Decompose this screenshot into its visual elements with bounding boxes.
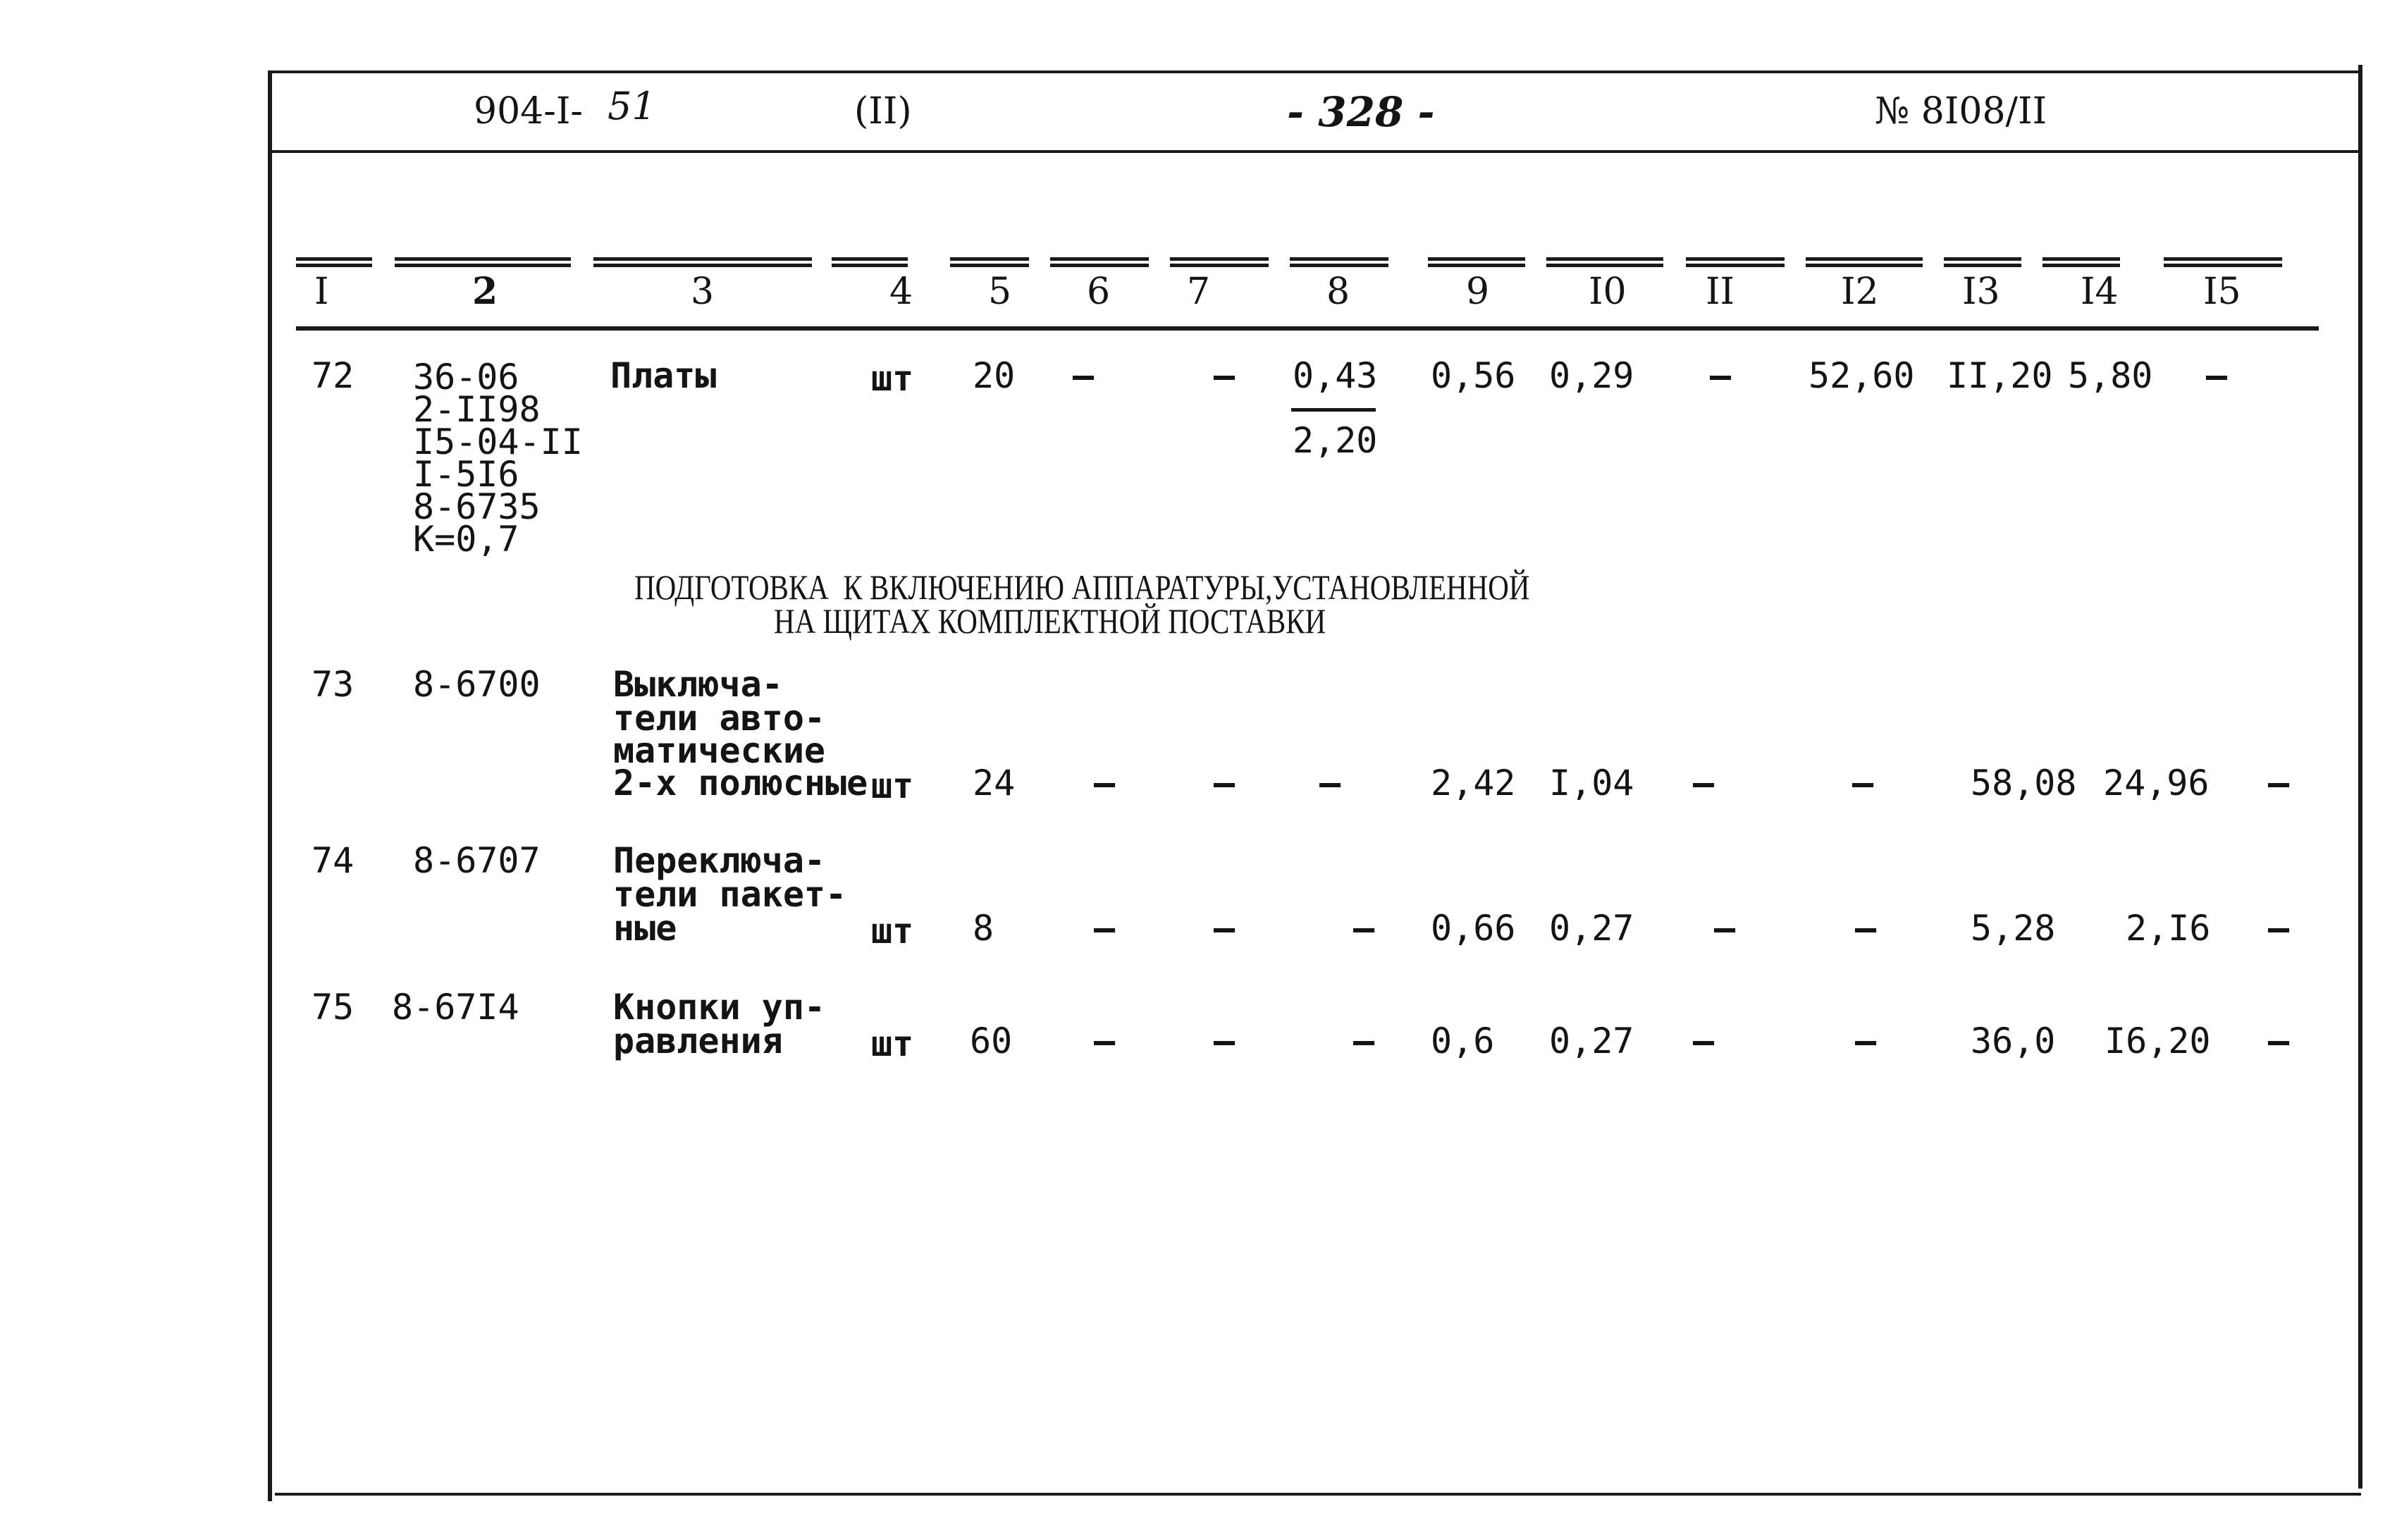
row-unit: шт bbox=[871, 1023, 914, 1064]
section-heading-line: НА ЩИТАХ КОМПЛЕКТНОЙ ПОСТАВКИ bbox=[774, 601, 1326, 641]
row-col13: 36,0 bbox=[1971, 1021, 2056, 1061]
row-col8: – bbox=[1353, 908, 1375, 949]
row-number: 74 bbox=[312, 840, 355, 881]
frame-bottom-border bbox=[275, 1493, 2361, 1496]
row-name: тели авто- bbox=[613, 698, 826, 739]
row-col14: 24,96 bbox=[2103, 763, 2210, 803]
column-number: I2 bbox=[1841, 271, 1879, 313]
row-name: ные bbox=[613, 908, 677, 949]
column-rule bbox=[1290, 257, 1388, 267]
column-number: 4 bbox=[889, 271, 913, 313]
row-col11: – bbox=[1693, 763, 1715, 803]
row-col7: – bbox=[1214, 1021, 1236, 1061]
row-name: Кнопки уп- bbox=[613, 987, 826, 1028]
row-col10: I,04 bbox=[1549, 763, 1634, 803]
row-code: I5-04-II bbox=[413, 421, 583, 462]
column-number: 2 bbox=[472, 270, 498, 313]
row-unit: шт bbox=[871, 358, 914, 399]
row-code: 8-6707 bbox=[413, 840, 541, 881]
part-label: (II) bbox=[854, 90, 912, 133]
row-col8-denominator: 2,20 bbox=[1293, 420, 1378, 461]
row-code: 2-II98 bbox=[413, 389, 541, 430]
row-col8-numerator: 0,43 bbox=[1293, 355, 1378, 396]
row-name: матические bbox=[613, 730, 826, 771]
header-separator bbox=[272, 150, 2358, 153]
row-col15: – bbox=[2268, 1021, 2290, 1061]
column-number: 9 bbox=[1466, 271, 1490, 313]
row-col12: – bbox=[1852, 763, 1874, 803]
row-col11: – bbox=[1714, 908, 1736, 949]
row-col7: – bbox=[1214, 355, 1236, 396]
row-col11: – bbox=[1710, 355, 1732, 396]
column-number: 7 bbox=[1187, 271, 1211, 313]
row-name: равления bbox=[613, 1021, 783, 1061]
row-code: 8-6735 bbox=[413, 486, 541, 527]
row-col8: – bbox=[1353, 1021, 1375, 1061]
row-code: I-5I6 bbox=[413, 454, 519, 495]
row-qty: 8 bbox=[973, 908, 994, 949]
row-col6: – bbox=[1094, 763, 1116, 803]
column-rule bbox=[296, 257, 372, 267]
column-number: I bbox=[314, 271, 329, 313]
row-col10: 0,27 bbox=[1549, 908, 1634, 949]
column-rule bbox=[950, 257, 1029, 267]
row-name: 2-х полюсные bbox=[613, 763, 868, 803]
row-col10: 0,29 bbox=[1549, 355, 1634, 396]
row-col11: – bbox=[1693, 1021, 1715, 1061]
document-number: № 8I08/II bbox=[1875, 90, 2047, 133]
row-number: 75 bbox=[312, 987, 355, 1028]
row-col7: – bbox=[1214, 908, 1236, 949]
row-col14: 2,I6 bbox=[2126, 908, 2211, 949]
column-number: I0 bbox=[1589, 271, 1627, 313]
frame-left-border bbox=[268, 70, 272, 1501]
row-col10: 0,27 bbox=[1549, 1021, 1634, 1061]
row-col6: – bbox=[1094, 908, 1116, 949]
column-rule bbox=[1050, 257, 1149, 267]
column-rule bbox=[2164, 257, 2282, 267]
row-number: 73 bbox=[312, 664, 355, 705]
row-col9: 2,42 bbox=[1431, 763, 1516, 803]
row-col13: II,20 bbox=[1947, 355, 2053, 396]
column-number: I5 bbox=[2203, 271, 2241, 313]
row-col13: 58,08 bbox=[1971, 763, 2077, 803]
row-col15: – bbox=[2268, 908, 2290, 949]
column-rule bbox=[1686, 257, 1785, 267]
column-number: 6 bbox=[1087, 271, 1111, 313]
row-name: тели пакет- bbox=[613, 874, 847, 915]
row-col6: – bbox=[1094, 1021, 1116, 1061]
row-qty: 24 bbox=[973, 763, 1016, 803]
column-rule bbox=[1428, 257, 1525, 267]
column-rule bbox=[593, 257, 812, 267]
row-col14: 5,80 bbox=[2068, 355, 2153, 396]
column-rule bbox=[1170, 257, 1269, 267]
column-rule bbox=[1944, 257, 2021, 267]
row-qty: 60 bbox=[970, 1021, 1013, 1061]
row-col6: – bbox=[1073, 355, 1095, 396]
column-rule bbox=[2042, 257, 2120, 267]
column-number: 3 bbox=[691, 271, 715, 313]
column-rule bbox=[395, 257, 571, 267]
row-col9: 0,56 bbox=[1431, 355, 1516, 396]
row-col8: – bbox=[1319, 763, 1341, 803]
row-name: Выключа- bbox=[613, 664, 783, 705]
row-col14: I6,20 bbox=[2105, 1021, 2211, 1061]
row-col12: – bbox=[1855, 1021, 1877, 1061]
row-name: Переключа- bbox=[613, 840, 826, 881]
row-unit: шт bbox=[871, 765, 914, 806]
row-col15: – bbox=[2268, 763, 2290, 803]
column-number: I4 bbox=[2081, 271, 2119, 313]
row-col7: – bbox=[1214, 763, 1236, 803]
column-number: II bbox=[1706, 271, 1735, 313]
column-number: 5 bbox=[988, 271, 1012, 313]
project-code-handwritten: 51 bbox=[608, 84, 656, 128]
section-heading-line: ПОДГОТОВКА К ВКЛЮЧЕНИЮ АППАРАТУРЫ,УСТАНОВЛЕННОЙ bbox=[634, 567, 1530, 607]
frame-top-border bbox=[268, 70, 2362, 73]
row-number: 72 bbox=[312, 355, 355, 396]
row-code: 8-67I4 bbox=[392, 987, 519, 1028]
row-name: Платы bbox=[610, 355, 717, 396]
row-col15: – bbox=[2206, 355, 2228, 396]
row-col12: – bbox=[1855, 908, 1877, 949]
column-rule bbox=[1806, 257, 1923, 267]
row-qty: 20 bbox=[973, 355, 1016, 396]
row-col13: 5,28 bbox=[1971, 908, 2056, 949]
row-col12: 52,60 bbox=[1808, 355, 1915, 396]
row-code: 8-6700 bbox=[413, 664, 541, 705]
frame-right-border bbox=[2358, 65, 2362, 1489]
row-code: 36-06 bbox=[413, 357, 519, 398]
row-code: K=0,7 bbox=[413, 519, 519, 560]
column-number: I3 bbox=[1962, 271, 2000, 313]
column-number: 8 bbox=[1326, 271, 1350, 313]
project-code: 904-I- bbox=[474, 90, 583, 133]
row-unit: шт bbox=[871, 911, 914, 951]
page-number: - 328 - bbox=[1287, 88, 1435, 136]
fraction-line bbox=[1291, 408, 1376, 412]
row-col9: 0,66 bbox=[1431, 908, 1516, 949]
row-col9: 0,6 bbox=[1431, 1021, 1495, 1061]
column-rule bbox=[832, 257, 908, 267]
column-rule bbox=[1546, 257, 1663, 267]
column-header-underline bbox=[296, 326, 2319, 331]
